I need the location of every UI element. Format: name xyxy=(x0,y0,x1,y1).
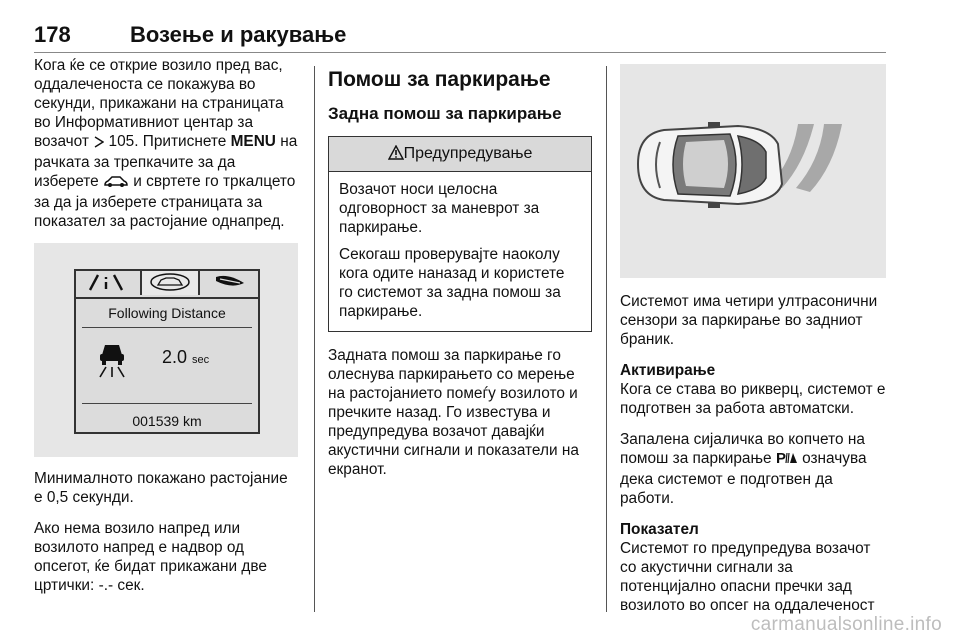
section-title: Помош за паркирање xyxy=(328,68,551,91)
parking-assist-icon xyxy=(776,450,798,470)
running-title: Возење и ракување xyxy=(130,22,347,47)
lamp-text: Запалена сијаличка во копчето на помош за паркирање xyxy=(620,431,865,467)
indicator-paragraph xyxy=(620,520,888,615)
intro-paragraph xyxy=(34,56,300,231)
right-column xyxy=(620,64,888,627)
lane-assist-icon xyxy=(80,271,132,295)
indicator-text: Системот го предупредува возачот со акустични сигнали за потенцијално опасни пречки зад возилото во опсег на оддалеченост xyxy=(620,540,875,614)
info-display-screen xyxy=(74,269,260,434)
warning-paragraph-1: Возачот носи целосна одговорност за маневрот за паркирање. xyxy=(339,181,540,236)
distance-value: 2.0 xyxy=(162,347,188,367)
warning-box xyxy=(328,136,592,332)
distance-unit: sec xyxy=(192,354,210,366)
parking-assist-description: Задната помош за паркирање го олеснува паркирањето со мерење на растојанието помеѓу возилото и пречките назад. Го известува и предупредува возачот давајќи акустични сигнали и показатели на екранот. xyxy=(328,347,579,478)
driver-info-display-figure xyxy=(34,243,298,457)
activation-text: Кога се става во рикверц, системот е подготвен за работа автоматски. xyxy=(620,381,886,417)
warning-title: Предупредување xyxy=(403,145,533,162)
min-distance-paragraph: Минималното покажано растојание е 0,5 секунди. xyxy=(34,470,288,506)
warning-triangle-icon xyxy=(388,139,404,173)
subsection-title: Задна помош за паркирање xyxy=(328,104,562,123)
column-divider-2 xyxy=(606,66,607,612)
car-top-view-icon xyxy=(620,64,886,278)
page-header xyxy=(34,22,886,52)
triangle-ref-icon xyxy=(93,134,104,153)
watermark-text: carmanualsonline.info xyxy=(750,614,942,635)
activation-paragraph xyxy=(620,361,888,418)
warning-header xyxy=(329,137,591,172)
middle-column xyxy=(328,56,590,491)
activation-heading: Активирање xyxy=(620,362,716,379)
display-divider-2 xyxy=(82,403,252,404)
lamp-text-2: означува дека системот е подготвен да работи. xyxy=(620,450,867,507)
column-divider-1 xyxy=(314,66,315,612)
intro-text-3: на рачката за трепкачите за да изберете xyxy=(34,133,298,190)
eco-tab-icon xyxy=(204,271,256,295)
menu-key-label: MENU xyxy=(230,133,276,150)
car-top-view-figure xyxy=(620,64,886,278)
distance-readout xyxy=(162,347,209,368)
warning-body xyxy=(329,172,591,331)
lamp-paragraph xyxy=(620,430,888,508)
left-column xyxy=(34,56,300,607)
car-following-icon xyxy=(103,174,129,193)
page-number: 178 xyxy=(34,22,71,47)
display-page-title: Following Distance xyxy=(108,305,226,321)
odometer-readout: 001539 km xyxy=(132,413,202,429)
indicator-heading: Показател xyxy=(620,521,699,538)
page-reference[interactable]: 105 xyxy=(108,133,135,150)
intro-text-2: . Притиснете xyxy=(134,133,227,150)
warning-paragraph-2: Секогаш проверувајте наоколу кога одите наназад и користете го системот за задна помош за паркирање. xyxy=(339,246,565,320)
intro-text-4: и свртете го тркалцето за да ја изберете страницата за показател за растојание однапред. xyxy=(34,173,296,230)
display-tab-bar xyxy=(76,271,258,299)
sensors-paragraph: Системот има четири ултрасонични сензори за паркирање во задниот браник. xyxy=(620,293,878,348)
vehicle-ahead-icon xyxy=(92,339,132,384)
intro-text: Кога ќе се открие возило пред вас, оддалеченоста се покажува во секунди, прикажани на страницата во Информативниот центар за возачот xyxy=(34,57,284,150)
tab-following-distance xyxy=(140,271,200,295)
no-vehicle-paragraph: Ако нема возило напред или возилото напред е надвор од опсегот, ќе бидат прикажани две цртички: -.- сек. xyxy=(34,520,267,594)
svg-text:P: P xyxy=(775,450,786,465)
header-divider xyxy=(34,52,886,53)
display-divider xyxy=(82,327,252,328)
